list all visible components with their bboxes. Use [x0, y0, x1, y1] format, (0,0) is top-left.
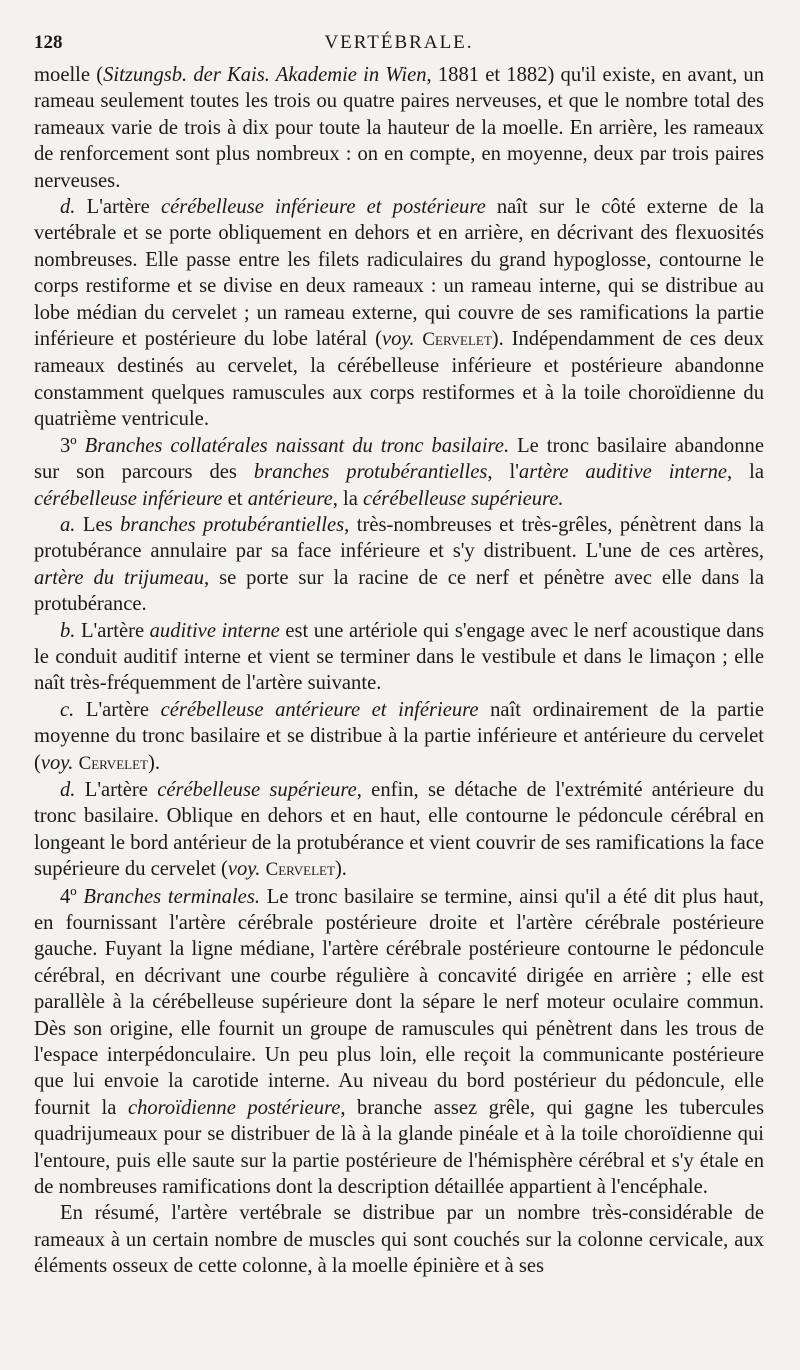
text-run: naît ordinairement de la partie moyenne du tronc basilaire et se distribue à la partie inférieure et antérieure du cervelet (: [34, 698, 764, 774]
text-run: , l': [487, 461, 519, 484]
italic-run: cérébelleuse antérieure et inférieure: [160, 698, 479, 721]
text-run: En résumé, l'artère vertébrale se distribue par un nombre très-considérable de rameaux à un certain nombre de muscles qui sont couchés sur la colonne cervicale, aux éléments osseux de cette colonne, à la moelle épinière et à ses: [34, 1202, 764, 1278]
paragraph: [34, 62, 764, 194]
italic-run: choroïdienne postérieure: [127, 1096, 341, 1119]
paragraph: [34, 512, 764, 618]
italic-run: d.: [60, 196, 76, 219]
paragraph: [34, 777, 764, 884]
text-run: moelle (: [34, 64, 104, 86]
page-number: 128: [34, 32, 63, 53]
text-run: , enfin, se détache de l'extrémité antérieure du tronc basilaire. Oblique en dehors et en haut, elle contourne le pédoncule cérébral en longeant le bord antérieur de la protubérance et vient couvrir de ses ramifications la face supérieure du cervelet (: [34, 778, 764, 881]
text-run: ).: [334, 858, 347, 881]
text-run: , la: [727, 461, 764, 484]
text-run: naît sur le côté externe de la vertébrale et se porte obliquement en dehors et en arrière, en décrivant des flexuosités nombreuses. Elle passe entre les filets radiculaires du grand hypoglosse, contourne le corps restiforme et se divise en deux rameaux : un rameau interne, qui se distribue au lobe médian du cervelet ; un rameau externe, qui couvre de ses ramifications la partie inférieure et postérieure du lobe latéral (: [34, 196, 764, 351]
small-caps-run: Cervelet: [78, 752, 148, 774]
italic-run: artère du trijumeau: [34, 566, 205, 589]
text-run: Le tronc basilaire abandonne sur son parcours des: [34, 434, 764, 484]
text-run: L'artère: [74, 698, 161, 721]
text-run: , très-nombreuses et très-grêles, pénètrent dans la protubérance annulaire par sa face inférieure et s'y distribuent. L'une de ces artères,: [34, 513, 764, 563]
italic-run: Sitzungsb. der Kais. Akademie in Wien: [103, 64, 427, 86]
italic-run: voy.: [227, 858, 261, 881]
page-body: [34, 62, 764, 1280]
text-run: , se porte sur la racine de ce nerf et pénètre avec elle dans la protubérance.: [34, 566, 764, 616]
text-run: 3º: [60, 434, 85, 457]
text-run: 4º: [60, 885, 84, 908]
text-run: Le tronc basilaire se termine, ainsi qu'il a été dit plus haut, en fournissant l'artère cérébrale postérieure droite et l'artère cérébrale postérieure gauche. Fuyant la ligne médiane, l'artère cérébrale postérieure contourne le pédoncule cérébral, en décrivant une courbe régulière à concavité dirigée en arrière ; elle est parallèle à la cérébelleuse supérieure dont la sépare le nerf moteur oculaire commun. Dès son origine, elle fournit un groupe de ramuscules qui pénètrent dans les trous de l'espace interpédonculaire. Un peu plus loin, elle reçoit la communicante postérieure que lui envoie la carotide interne. Au niveau du bord postérieur du pédoncule, elle fournit la: [34, 885, 764, 1119]
paragraph: [34, 697, 764, 777]
running-header: [34, 28, 764, 62]
text-run: , branche assez grêle, qui gagne les tubercules quadrijumeaux pour se distribuer de là à la glande pinéale et à la toile choroïdienne qui l'entoure, puis elle saute sur la partie postérieure de l'hémisphère cérébral et s'y étale en de nombreuses ramifications dont la description détaillée appartient à l'encéphale.: [34, 1096, 764, 1199]
text-run: est une artériole qui s'engage avec le nerf acoustique dans le conduit auditif interne et vient se terminer dans le vestibule et dans le limaçon ; elle naît très-fréquemment de l'artère suivante.: [34, 619, 764, 695]
paragraph: [34, 1200, 764, 1279]
italic-run: c.: [60, 698, 75, 721]
italic-run: cérébelleuse inférieure: [34, 487, 223, 510]
italic-run: d.: [60, 778, 76, 801]
italic-run: auditive interne: [149, 619, 280, 642]
italic-run: b.: [60, 619, 76, 642]
small-caps-run: Cervelet: [422, 329, 492, 351]
text-run: , 1881 et 1882) qu'il existe, en avant, un rameau seulement toutes les trois ou quatre paires nerveuses, et que le nombre total des rameaux varie de trois à dix pour toute la hauteur de la moelle. En arrière, les rameaux de renforcement sont plus nombreux : on en compte, en moyenne, deux par trois paires nerveuses.: [34, 64, 764, 192]
italic-run: branches protubérantielles: [253, 461, 488, 484]
paragraph: [34, 433, 764, 512]
text-run: et: [222, 487, 248, 510]
italic-run: a.: [60, 513, 76, 536]
italic-run: voy.: [40, 751, 74, 774]
italic-run: cérébelleuse inférieure et postérieure: [160, 196, 486, 219]
text-run: ). Indépendamment de ces deux rameaux destinés au cervelet, la cérébelleuse inférieure et postérieure abandonne constamment quelques ramuscules aux corps restiformes et à la toile choroïdienne du quatrième ventricule.: [34, 328, 764, 431]
small-caps-run: Cervelet: [265, 859, 335, 881]
italic-run: artère auditive interne: [518, 461, 728, 484]
text-run: , la: [332, 487, 364, 510]
italic-run: Branches collatérales naissant du tronc basilaire.: [84, 434, 510, 457]
italic-run: Branches terminales.: [83, 885, 260, 908]
text-run: L'artère: [75, 196, 161, 219]
italic-run: branches protubérantielles: [120, 513, 345, 536]
text-run: L'artère: [75, 619, 150, 642]
text-run: Les: [75, 513, 121, 536]
paragraph: [34, 618, 764, 697]
running-title: VERTÉBRALE.: [324, 32, 474, 53]
italic-run: cérébelleuse supérieure.: [363, 487, 564, 510]
paragraph: [34, 194, 764, 433]
text-run: ).: [147, 751, 160, 774]
italic-run: voy.: [381, 328, 415, 351]
italic-run: cérébelleuse supérieure: [157, 778, 357, 801]
paragraph: [34, 884, 764, 1201]
italic-run: antérieure: [247, 487, 333, 510]
text-run: L'artère: [75, 778, 158, 801]
